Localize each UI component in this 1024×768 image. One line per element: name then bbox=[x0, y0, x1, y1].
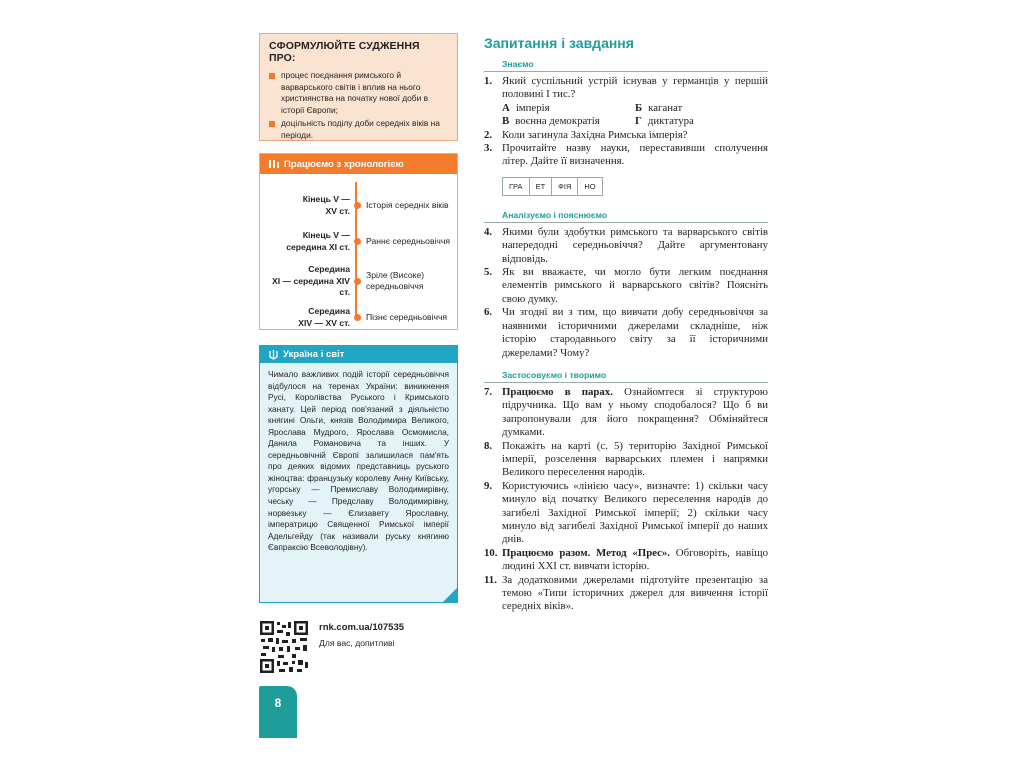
question-1: 1. Який суспільний устрій існував у германців у першій половині I тис.? bbox=[484, 75, 768, 101]
question-1-options bbox=[484, 102, 768, 129]
chronology-title: Працюємо з хронологією bbox=[284, 158, 404, 170]
questions-column bbox=[484, 35, 768, 614]
section-apply: Застосовуємо і творимо bbox=[484, 368, 768, 383]
chronology-row: Кінець V — середина XI ст. Раннє середньовіччя bbox=[286, 230, 451, 252]
letter-block: НО bbox=[578, 177, 602, 196]
question-5: 5. Як ви вважаєте, чи могло бути легким поєднання елементів римського й варварського світів? Поясніть свою думку. bbox=[484, 266, 768, 305]
ukraine-world-text: Чимало важливих подій історії середньовіччя відбулося на теренах України: виникнення Русі, Королівства Руського і Кримського ханату. Цей період пов'язаний з діяльністю княгині Ольги, князів Володимира Великого, Ярослава Мудрого, Ярослава Осмомисла, Данила Романовича та інших. У середньовічній Європі залишилася пам'ять про деяких відомих представниць руського жіноцтва: французьку королеву Анну Київську, угорську — Премиславу Володимирівну, чеську — Предславу Володимирівну, норвезьку — Єлизавету Ярославну, імператрицю Священної Римської імперії Адельгейду (так називали руську княгиню Євпраксію Всеволодівну). bbox=[268, 369, 449, 553]
question-4: 4. Якими були здобутки римського та варварського світів напередодні середньовіччя? Дайте аргументовану відповідь. bbox=[484, 225, 768, 265]
section-analyze: Аналізуємо і пояснюємо bbox=[484, 208, 768, 223]
question-9: 9. Користуючись «лінією часу», визначте: 1) скільки часу минуло від початку Великого переселення народів до загибелі Західної Римської імперії; 2) скільки часу минуло від загибелі Західної Римської імперії до наших днів. bbox=[484, 479, 768, 546]
option-d: Г диктатура bbox=[635, 115, 694, 128]
list-item: процес поєднання римського й варварського світів і вплив на нього християнства на початку нової доби в історії Європи; bbox=[269, 70, 448, 116]
question-2: 2. Коли загинула Західна Римська імперія? bbox=[484, 128, 688, 141]
clock-icon bbox=[269, 159, 279, 169]
timeline-dot-icon bbox=[354, 238, 361, 245]
list-item: доцільність поділу доби середніх віків на періоди. bbox=[269, 118, 448, 141]
question-6: 6. Чи згодні ви з тим, що вивчати добу середньовіччя за наявними історичними джерелами складніше, ніж історію стародавнього світу за її історичними джерелами? Чому? bbox=[484, 306, 768, 359]
bullet-square-icon bbox=[269, 121, 275, 127]
chronology-row: Кінець V — XV ст. Історія середніх віків bbox=[302, 194, 449, 216]
trident-icon bbox=[269, 350, 278, 360]
question-11: 11. За додатковими джерелами підготуйте презентацію за темою «Типи історичних джерел для вивчення історії середніх віків». bbox=[484, 573, 768, 613]
option-c: В воєнна демократія bbox=[502, 115, 600, 128]
letter-block: ФІЯ bbox=[552, 177, 578, 196]
letter-block: ЕТ bbox=[530, 177, 553, 196]
timeline-dot-icon bbox=[354, 202, 361, 209]
judgement-list bbox=[269, 70, 448, 141]
ukraine-world-title: Україна і світ bbox=[283, 349, 345, 360]
timeline-dot-icon bbox=[354, 314, 361, 321]
ukraine-world-box bbox=[259, 345, 458, 603]
chronology-row: Середина XIV — XV ст. Пізнє середньовіччя bbox=[298, 306, 448, 328]
page-number: 8 bbox=[259, 686, 297, 738]
chronology-header bbox=[260, 154, 457, 174]
letter-blocks bbox=[484, 177, 768, 196]
chronology-row: Середина XI — середина XIV ст. Зріле (Високе) середньовіччя bbox=[271, 264, 425, 297]
judgement-title: СФОРМУЛЮЙТЕ СУДЖЕННЯ ПРО: bbox=[269, 40, 420, 64]
question-10: 10. Працюємо разом. Метод «Прес». Обговоріть, навіщо людині XXI ст. вивчати історію. bbox=[484, 546, 768, 573]
questions-title: Запитання і завдання bbox=[484, 35, 634, 51]
chronology-box bbox=[259, 153, 458, 330]
option-a: А імперія bbox=[502, 101, 550, 114]
question-8: 8. Покажіть на карті (с. 5) територію Західної Римської імперії, розселення варварських племен і напрямки Великого переселення народів. bbox=[484, 439, 768, 479]
question-3: 3. Прочитайте назву науки, переставивши сполучення літер. Дайте її визначення. bbox=[484, 142, 768, 168]
bullet-square-icon bbox=[269, 73, 275, 79]
judgement-box bbox=[259, 33, 458, 141]
question-7: 7. Працюємо в парах. Ознайомтеся зі структурою підручника. Що вам у ньому сподобалося? Що б ви запропонували для його покращення? Обміняйтеся думками. bbox=[484, 385, 768, 439]
corner-fold-icon bbox=[443, 588, 457, 602]
option-b: Б каганат bbox=[635, 101, 683, 114]
section-know: Знаємо bbox=[484, 57, 768, 72]
letter-block: ГРА bbox=[502, 177, 530, 196]
qr-code-icon[interactable] bbox=[259, 620, 309, 674]
timeline-dot-icon bbox=[354, 278, 361, 285]
ukraine-world-header bbox=[260, 346, 457, 363]
qr-note-text: Для вас, допитливі bbox=[319, 638, 395, 648]
qr-link-text[interactable]: rnk.com.ua/107535 bbox=[319, 622, 405, 633]
